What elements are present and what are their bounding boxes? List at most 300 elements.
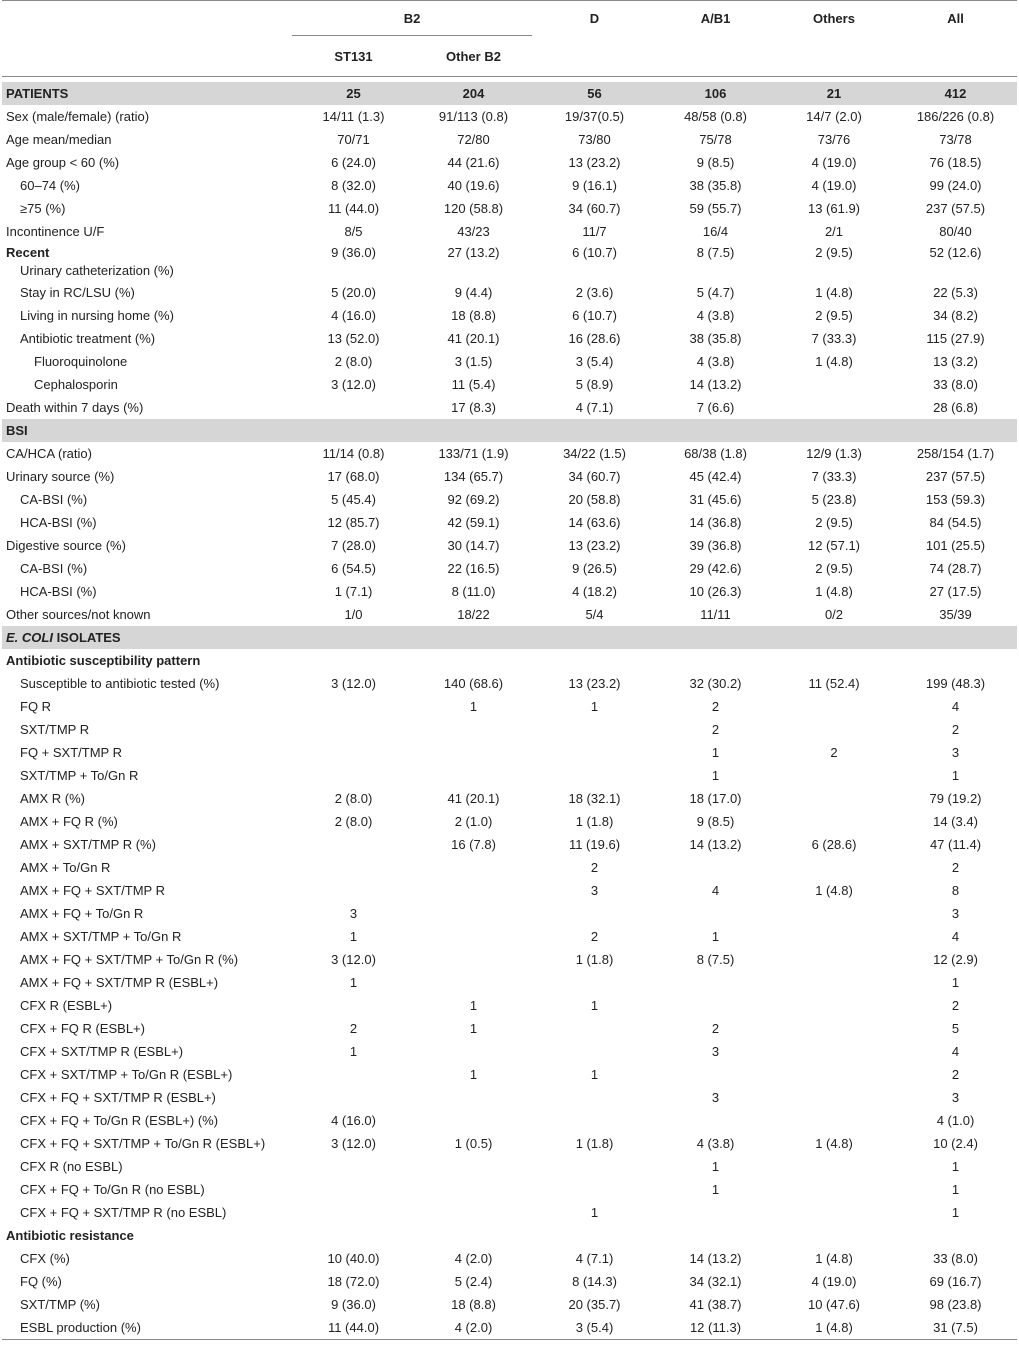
table-row [2, 243, 1017, 281]
row-label: ESBL production (%) [2, 1316, 292, 1339]
table-row [2, 220, 1017, 243]
cell: 44 (21.6) [447, 155, 500, 170]
cell: 4 (3.8) [696, 1136, 735, 1151]
cell: 18/22 [457, 607, 490, 622]
cell: 21 [774, 82, 894, 105]
row-label: SXT/TMP (%) [20, 1297, 100, 1312]
cell [415, 1224, 532, 1247]
cell [292, 1063, 415, 1086]
table-row [2, 1086, 1017, 1109]
cell [774, 718, 894, 741]
cell: 16 (28.6) [568, 331, 621, 346]
table-row [2, 1293, 1017, 1316]
row-label: Living in nursing home (%) [20, 308, 174, 323]
cell: 1 [951, 975, 960, 990]
table-row [2, 1178, 1017, 1201]
cell: 12 (57.1) [807, 538, 861, 553]
row-label: BSI [2, 419, 292, 442]
cell [292, 626, 415, 649]
cell: 3 (5.4) [532, 1316, 657, 1339]
cell [657, 994, 774, 1017]
cell: 14 (13.2) [689, 1251, 742, 1266]
row-label: Antibiotic resistance [6, 1228, 134, 1243]
table-row [2, 442, 1017, 465]
cell: 42 (59.1) [447, 515, 500, 530]
row-label: AMX R (%) [20, 791, 85, 806]
row-label: Stay in RC/LSU (%) [20, 285, 135, 300]
cell: 1 [349, 975, 358, 990]
cell [532, 1155, 657, 1178]
cell [292, 833, 415, 856]
row-label: CFX + FQ R (ESBL+) [20, 1021, 145, 1036]
cell: 73/78 [939, 132, 972, 147]
row-label: AMX + FQ + SXT/TMP R (ESBL+) [20, 975, 219, 990]
cell: 0/2 [824, 607, 844, 622]
cell: 11/11 [700, 607, 731, 622]
cell: 1 (4.8) [815, 1136, 853, 1151]
cell: 3 (1.5) [454, 354, 493, 369]
cell: 4 (19.0) [811, 1274, 857, 1289]
table-row [2, 672, 1017, 695]
cell: 3 (12.0) [331, 377, 376, 392]
cell [774, 396, 894, 419]
cell: 25 [292, 82, 415, 105]
cell: 1 [469, 998, 478, 1013]
cell: 13 (23.2) [568, 676, 621, 691]
cell [657, 971, 774, 994]
table-row [2, 128, 1017, 151]
cell: 1 (1.8) [575, 952, 614, 967]
cell [292, 741, 415, 764]
cell [774, 948, 894, 971]
table-row [2, 534, 1017, 557]
cell: 4 (7.1) [575, 400, 614, 415]
cell: 13 (23.2) [568, 155, 621, 170]
cell: 2 (9.5) [815, 561, 853, 576]
row-label: Antibiotic treatment (%) [20, 331, 156, 346]
cell: 134 (65.7) [443, 469, 504, 484]
cell [657, 902, 774, 925]
cell: 12/9 (1.3) [806, 446, 862, 461]
cell: 13 (61.9) [807, 201, 861, 216]
cell [774, 649, 894, 672]
cell: 1 [951, 1205, 960, 1220]
cell: 1 [711, 745, 720, 760]
cell [415, 649, 532, 672]
cell [774, 373, 894, 396]
row-label: CA-BSI (%) [20, 561, 88, 576]
cell [292, 856, 415, 879]
cell: 1 (1.8) [575, 814, 614, 829]
cell [774, 925, 894, 948]
cell: 59 (55.7) [689, 201, 742, 216]
row-label: Cephalosporin [34, 377, 118, 392]
cell: 20 (58.8) [568, 492, 621, 507]
cell: 1 [590, 1067, 599, 1082]
cell: 38 (35.8) [689, 331, 742, 346]
cell: 73/80 [578, 132, 611, 147]
cell [774, 902, 894, 925]
cell [415, 626, 532, 649]
cell: 153 (59.3) [925, 492, 986, 507]
cell [292, 764, 415, 787]
cell: 69 (16.7) [929, 1274, 982, 1289]
table-row [2, 833, 1017, 856]
cell: 1 [590, 998, 599, 1013]
cell: 1 [469, 699, 478, 714]
cell: 11/14 (0.8) [322, 446, 385, 461]
table-row [2, 603, 1017, 626]
cell: 11 (5.4) [451, 377, 496, 392]
row-label-line1: Recent [6, 245, 50, 260]
table-row [2, 197, 1017, 220]
table-row [2, 396, 1017, 419]
cell [415, 902, 532, 925]
row-label: SXT/TMP + To/Gn R [20, 768, 139, 783]
section-row [2, 82, 1017, 105]
cell [292, 1086, 415, 1109]
cell [774, 1063, 894, 1086]
table-row [2, 557, 1017, 580]
cell: 2 (9.5) [815, 515, 853, 530]
cell [292, 396, 415, 419]
cell: 412 [894, 82, 1017, 105]
cell: 11 (44.0) [327, 201, 380, 216]
cell: 99 (24.0) [929, 178, 982, 193]
cell: 22 (16.5) [447, 561, 500, 576]
cell: 33 (8.0) [933, 1251, 978, 1266]
cell: 79 (19.2) [929, 791, 982, 806]
cell [292, 419, 415, 442]
cell: 29 (42.6) [689, 561, 742, 576]
table-row [2, 1316, 1017, 1339]
cell [774, 419, 894, 442]
row-label: AMX + FQ + To/Gn R [20, 906, 144, 921]
cell: 1 [951, 768, 960, 783]
row-label: Digestive source (%) [6, 538, 126, 553]
cell [657, 1109, 774, 1132]
table-row [2, 741, 1017, 764]
cell [657, 649, 774, 672]
header-other-b2: Other B2 [446, 48, 501, 64]
cell [894, 626, 1017, 649]
row-label [2, 626, 292, 649]
table-row [2, 971, 1017, 994]
row-label-rest: ISOLATES [52, 630, 121, 645]
cell [774, 1109, 894, 1132]
cell: 11 (52.4) [808, 676, 860, 691]
header-blank [2, 1, 292, 36]
cell: 40 (19.6) [447, 178, 500, 193]
data-table [2, 0, 1017, 1340]
row-label: AMX + SXT/TMP R (%) [20, 837, 156, 852]
cell: 11 (19.6) [568, 837, 621, 852]
cell: 22 (5.3) [933, 285, 978, 300]
cell: 12 (11.3) [657, 1316, 774, 1339]
cell: 18 (32.1) [568, 791, 621, 806]
row-label: Sex (male/female) (ratio) [6, 109, 150, 124]
row-label-italic: E. COLI [6, 630, 53, 645]
cell: 5 (8.9) [575, 377, 614, 392]
row-label: CFX R (ESBL+) [20, 998, 113, 1013]
cell [657, 1201, 774, 1224]
cell: 3 [711, 1044, 720, 1059]
cell: 75/78 [699, 132, 732, 147]
cell: 34 (60.7) [568, 469, 621, 484]
row-label: Other sources/not known [6, 607, 151, 622]
cell [532, 971, 657, 994]
cell [415, 1040, 532, 1063]
cell: 17 (8.3) [451, 400, 496, 415]
table-row [2, 1109, 1017, 1132]
cell: 92 (69.2) [447, 492, 500, 507]
cell: 9 (4.4) [454, 285, 493, 300]
cell [774, 1155, 894, 1178]
cell: 8 (7.5) [696, 952, 735, 967]
cell: 8 (32.0) [331, 178, 376, 193]
row-label: CFX R (no ESBL) [20, 1159, 123, 1174]
cell: 4 (2.0) [415, 1316, 532, 1339]
cell: 13 (52.0) [327, 331, 380, 346]
cell [415, 741, 532, 764]
header-ab1: A/B1 [657, 1, 774, 77]
cell [292, 649, 415, 672]
cell [532, 741, 657, 764]
cell [532, 718, 657, 741]
row-label: AMX + FQ + SXT/TMP + To/Gn R (%) [20, 952, 239, 967]
cell: 6 (54.5) [331, 561, 376, 576]
cell [774, 856, 894, 879]
cell [774, 764, 894, 787]
cell: 106 [657, 82, 774, 105]
cell: 1 [711, 768, 720, 783]
cell: 5 (45.4) [331, 492, 376, 507]
table-header [2, 1, 1017, 83]
cell: 74 (28.7) [929, 561, 982, 576]
table-body [2, 82, 1017, 1339]
subheading-row [2, 649, 1017, 672]
cell [532, 419, 657, 442]
row-label: CFX + FQ + SXT/TMP + To/Gn R (ESBL+) [20, 1136, 266, 1151]
cell [774, 971, 894, 994]
cell: 10 (26.3) [689, 584, 742, 599]
cell: 18 (8.8) [451, 308, 496, 323]
cell [657, 1224, 774, 1247]
cell: 18 (72.0) [327, 1274, 380, 1289]
row-label: ≥75 (%) [20, 201, 66, 216]
table-row [2, 879, 1017, 902]
cell: 1 (4.8) [815, 883, 853, 898]
cell: 7 (28.0) [331, 538, 376, 553]
table-row [2, 856, 1017, 879]
cell [774, 1224, 894, 1247]
cell [415, 971, 532, 994]
cell: 84 (54.5) [929, 515, 982, 530]
cell: 73/76 [817, 132, 851, 147]
table-row [2, 1270, 1017, 1293]
row-label: FQ (%) [20, 1274, 62, 1289]
table-row [2, 151, 1017, 174]
cell: 10 (40.0) [327, 1251, 380, 1266]
cell [415, 925, 532, 948]
row-label: CFX + SXT/TMP R (ESBL+) [20, 1044, 184, 1059]
cell: 4 (19.0) [811, 178, 857, 193]
cell: 41 (20.1) [447, 791, 500, 806]
cell: 2/1 [824, 224, 844, 239]
cell: 6 (28.6) [811, 837, 857, 852]
cell: 4 (2.0) [454, 1251, 493, 1266]
cell [292, 1155, 415, 1178]
cell [774, 695, 894, 718]
cell: 8 [951, 883, 960, 898]
header-blank-2 [2, 36, 292, 77]
row-label: Age group < 60 (%) [6, 155, 120, 170]
table-row [2, 350, 1017, 373]
cell: 34 (8.2) [933, 308, 978, 323]
cell: 33 (8.0) [933, 377, 978, 392]
cell: 9 (26.5) [572, 561, 617, 576]
cell [292, 1201, 415, 1224]
cell: 3 (12.0) [331, 1136, 376, 1151]
section-row [2, 419, 1017, 442]
cell [657, 419, 774, 442]
cell: 14/11 (1.3) [322, 109, 385, 124]
cell: 2 [830, 745, 838, 760]
cell: 4 (16.0) [331, 308, 376, 323]
cell: 7 (33.3) [811, 331, 857, 346]
cell: 13 (23.2) [568, 538, 621, 553]
cell: 9 (8.5) [696, 814, 735, 829]
cell [774, 1201, 894, 1224]
row-label: SXT/TMP R [20, 722, 90, 737]
cell: 1 [711, 1182, 720, 1197]
cell: 27 (17.5) [929, 584, 982, 599]
table-row [2, 787, 1017, 810]
cell: 258/154 (1.7) [916, 446, 995, 461]
row-label: CFX + FQ + SXT/TMP R (no ESBL) [20, 1205, 227, 1220]
cell: 4 (18.2) [572, 584, 617, 599]
cell: 2 [590, 929, 599, 944]
cell: 1 (4.8) [815, 354, 853, 369]
subheading-row [2, 1224, 1017, 1247]
cell: 237 (57.5) [925, 469, 986, 484]
cell [532, 1224, 657, 1247]
cell: 2 (9.5) [815, 245, 853, 260]
cell: 1 (4.8) [815, 1251, 853, 1266]
table-row [2, 695, 1017, 718]
cell [292, 1224, 415, 1247]
cell: 140 (68.6) [443, 676, 504, 691]
cell [415, 1178, 532, 1201]
table-row [2, 511, 1017, 534]
cell: 3 (12.0) [331, 676, 376, 691]
cell [532, 1017, 657, 1040]
cell: 1 [711, 929, 720, 944]
cell: 4 (3.8) [696, 308, 735, 323]
cell: 2 [951, 722, 960, 737]
cell: 2 (8.0) [334, 354, 373, 369]
cell: 3 [590, 883, 599, 898]
header-d: D [532, 1, 657, 77]
cell: 34 (32.1) [689, 1274, 742, 1289]
cell: 1 (0.5) [454, 1136, 493, 1151]
row-label: CA-BSI (%) [20, 492, 88, 507]
cell: 1 [469, 1067, 478, 1082]
cell: 38 (35.8) [689, 178, 742, 193]
cell: 4 (1.0) [936, 1113, 975, 1128]
cell: 17 (68.0) [327, 469, 380, 484]
cell [415, 718, 532, 741]
cell: 3 [951, 1090, 960, 1105]
table-row [2, 902, 1017, 925]
cell: 14/7 (2.0) [806, 109, 862, 124]
header-all: All [894, 1, 1017, 77]
cell: 28 (6.8) [933, 400, 978, 415]
cell: 1 [349, 1044, 358, 1059]
row-label: 60–74 (%) [20, 178, 80, 193]
cell: 18 (8.8) [451, 1297, 496, 1312]
cell: 2 [711, 699, 720, 714]
cell: 12 (85.7) [327, 515, 380, 530]
cell: 39 (36.8) [689, 538, 742, 553]
cell: 120 (58.8) [443, 201, 504, 216]
cell: 6 (10.7) [572, 245, 617, 260]
cell [415, 1109, 532, 1132]
cell: 9 (8.5) [696, 155, 735, 170]
cell [415, 1201, 532, 1224]
cell [292, 718, 415, 741]
cell: 204 [415, 82, 532, 105]
cell: 133/71 (1.9) [438, 446, 509, 461]
cell: 4 (16.0) [331, 1113, 376, 1128]
row-label: Death within 7 days (%) [6, 400, 144, 415]
cell [532, 902, 657, 925]
cell: 45 (42.4) [689, 469, 742, 484]
cell [774, 787, 894, 810]
cell: 8 (11.0) [451, 584, 496, 599]
table-row [2, 465, 1017, 488]
table-row [2, 718, 1017, 741]
cell: 91/113 (0.8) [438, 109, 509, 124]
cell: 10 (2.4) [933, 1136, 978, 1151]
cell: 14 (36.8) [689, 515, 742, 530]
cell: 1 (7.1) [334, 584, 373, 599]
cell: 2 [711, 1021, 720, 1036]
cell [774, 810, 894, 833]
cell: 76 (18.5) [929, 155, 982, 170]
row-label: Antibiotic susceptibility pattern [6, 653, 201, 668]
cell: 3 [711, 1090, 720, 1105]
cell: 3 (12.0) [331, 952, 376, 967]
cell: 7 (6.6) [696, 400, 735, 415]
cell: 48/58 (0.8) [684, 109, 747, 124]
row-label: CFX + FQ + To/Gn R (ESBL+) (%) [20, 1113, 219, 1128]
row-label: AMX + To/Gn R [20, 860, 111, 875]
table-row [2, 1017, 1017, 1040]
cell: 1 [349, 929, 358, 944]
cell [774, 1040, 894, 1063]
cell: 2 [590, 860, 599, 875]
cell: 1 (4.8) [815, 285, 853, 300]
cell: 19/37(0.5) [564, 109, 625, 124]
cell: 52 (12.6) [929, 245, 982, 260]
cell: 41 (20.1) [447, 331, 500, 346]
cell: 4 [711, 883, 720, 898]
row-label: HCA-BSI (%) [20, 584, 97, 599]
cell: 14 (13.2) [689, 377, 742, 392]
table-row [2, 304, 1017, 327]
cell: 34/22 (1.5) [563, 446, 626, 461]
